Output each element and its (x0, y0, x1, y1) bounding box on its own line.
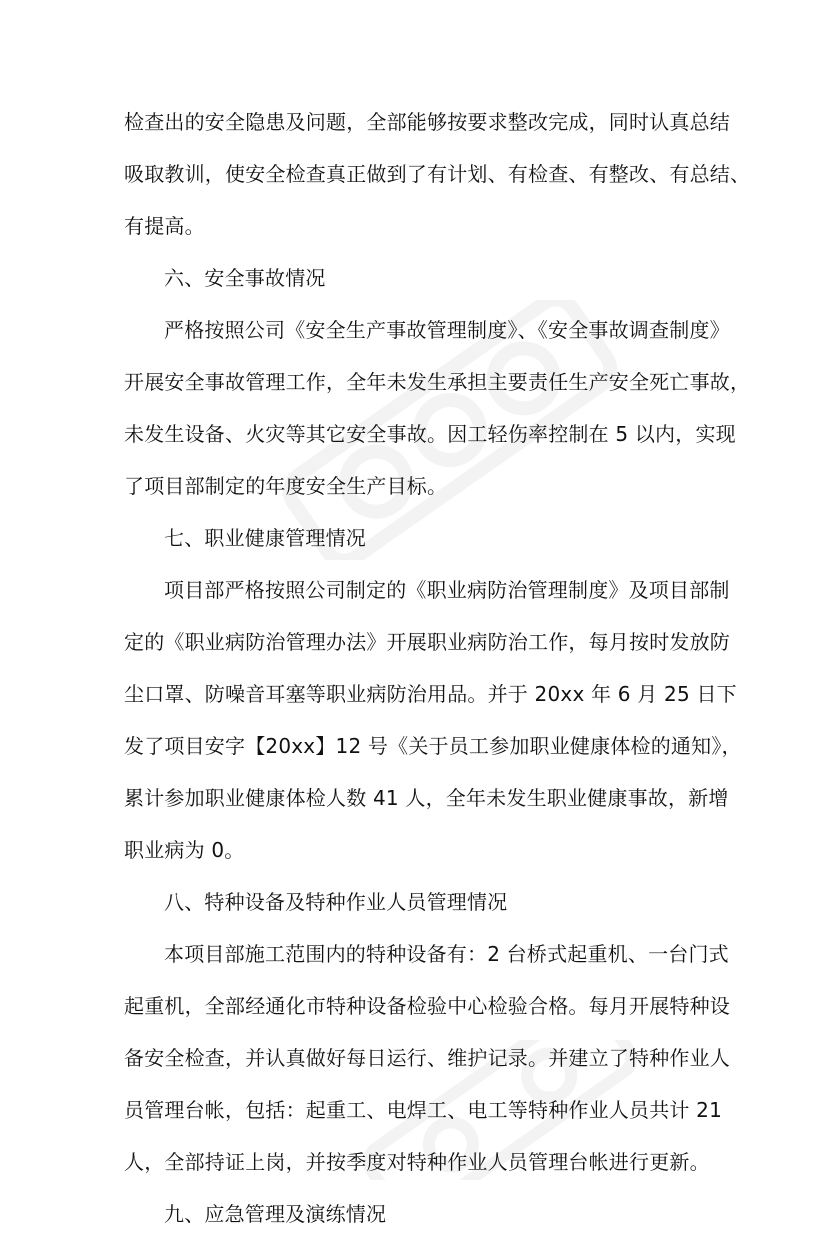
paragraph-line: 严格按照公司《安全生产事故管理制度》、《安全事故调查制度》 (164, 318, 730, 342)
paragraph-line: 发了项目安字【20xx】12 号《关于员工参加职业健康体检的通知》， (124, 734, 742, 758)
paragraph-line: 有提高。 (124, 214, 205, 238)
paragraph-line: 项目部严格按照公司制定的《职业病防治管理制度》及项目部制 (164, 578, 730, 602)
paragraph-line: 开展安全事故管理工作，全年未发生承担主要责任生产安全死亡事故， (124, 370, 751, 394)
section-heading: 六、安全事故情况 (164, 266, 326, 290)
paragraph-line: 本项目部施工范围内的特种设备有：2 台桥式起重机、一台门式 (164, 942, 729, 966)
document-body (124, 96, 751, 1240)
paragraph-line: 员管理台帐，包括：起重工、电焊工、电工等特种作业人员共计 21 (124, 1098, 723, 1122)
paragraph-line: 累计参加职业健康体检人数 41 人，全年未发生职业健康事故，新增 (124, 786, 729, 810)
section-heading: 七、职业健康管理情况 (164, 526, 366, 550)
paragraph-line: 定的《职业病防治管理办法》开展职业病防治工作，每月按时发放防 (124, 630, 730, 654)
paragraph-line: 了项目部制定的年度安全生产目标。 (124, 474, 448, 498)
paragraph-line: 起重机，全部经通化市特种设备检验中心检验合格。每月开展特种设 (124, 994, 730, 1018)
paragraph-line: 检查出的安全隐患及问题，全部能够按要求整改完成，同时认真总结 (124, 110, 730, 134)
paragraph-line: 人，全部持证上岗，并按季度对特种作业人员管理台帐进行更新。 (124, 1150, 710, 1174)
paragraph-line: 备安全检查，并认真做好每日运行、维护记录。并建立了特种作业人 (124, 1046, 730, 1070)
section-heading: 九、应急管理及演练情况 (164, 1202, 387, 1226)
section-heading: 八、特种设备及特种作业人员管理情况 (164, 890, 508, 914)
paragraph-line: 职业病为 0。 (124, 838, 245, 862)
paragraph-line: 吸取教训，使安全检查真正做到了有计划、有检查、有整改、有总结、 (124, 162, 751, 186)
paragraph-line: 未发生设备、火灾等其它安全事故。因工轻伤率控制在 5 以内，实现 (124, 422, 736, 446)
paragraph-line: 尘口罩、防噪音耳塞等职业病防治用品。并于 20xx 年 6 月 25 日下 (124, 682, 737, 706)
